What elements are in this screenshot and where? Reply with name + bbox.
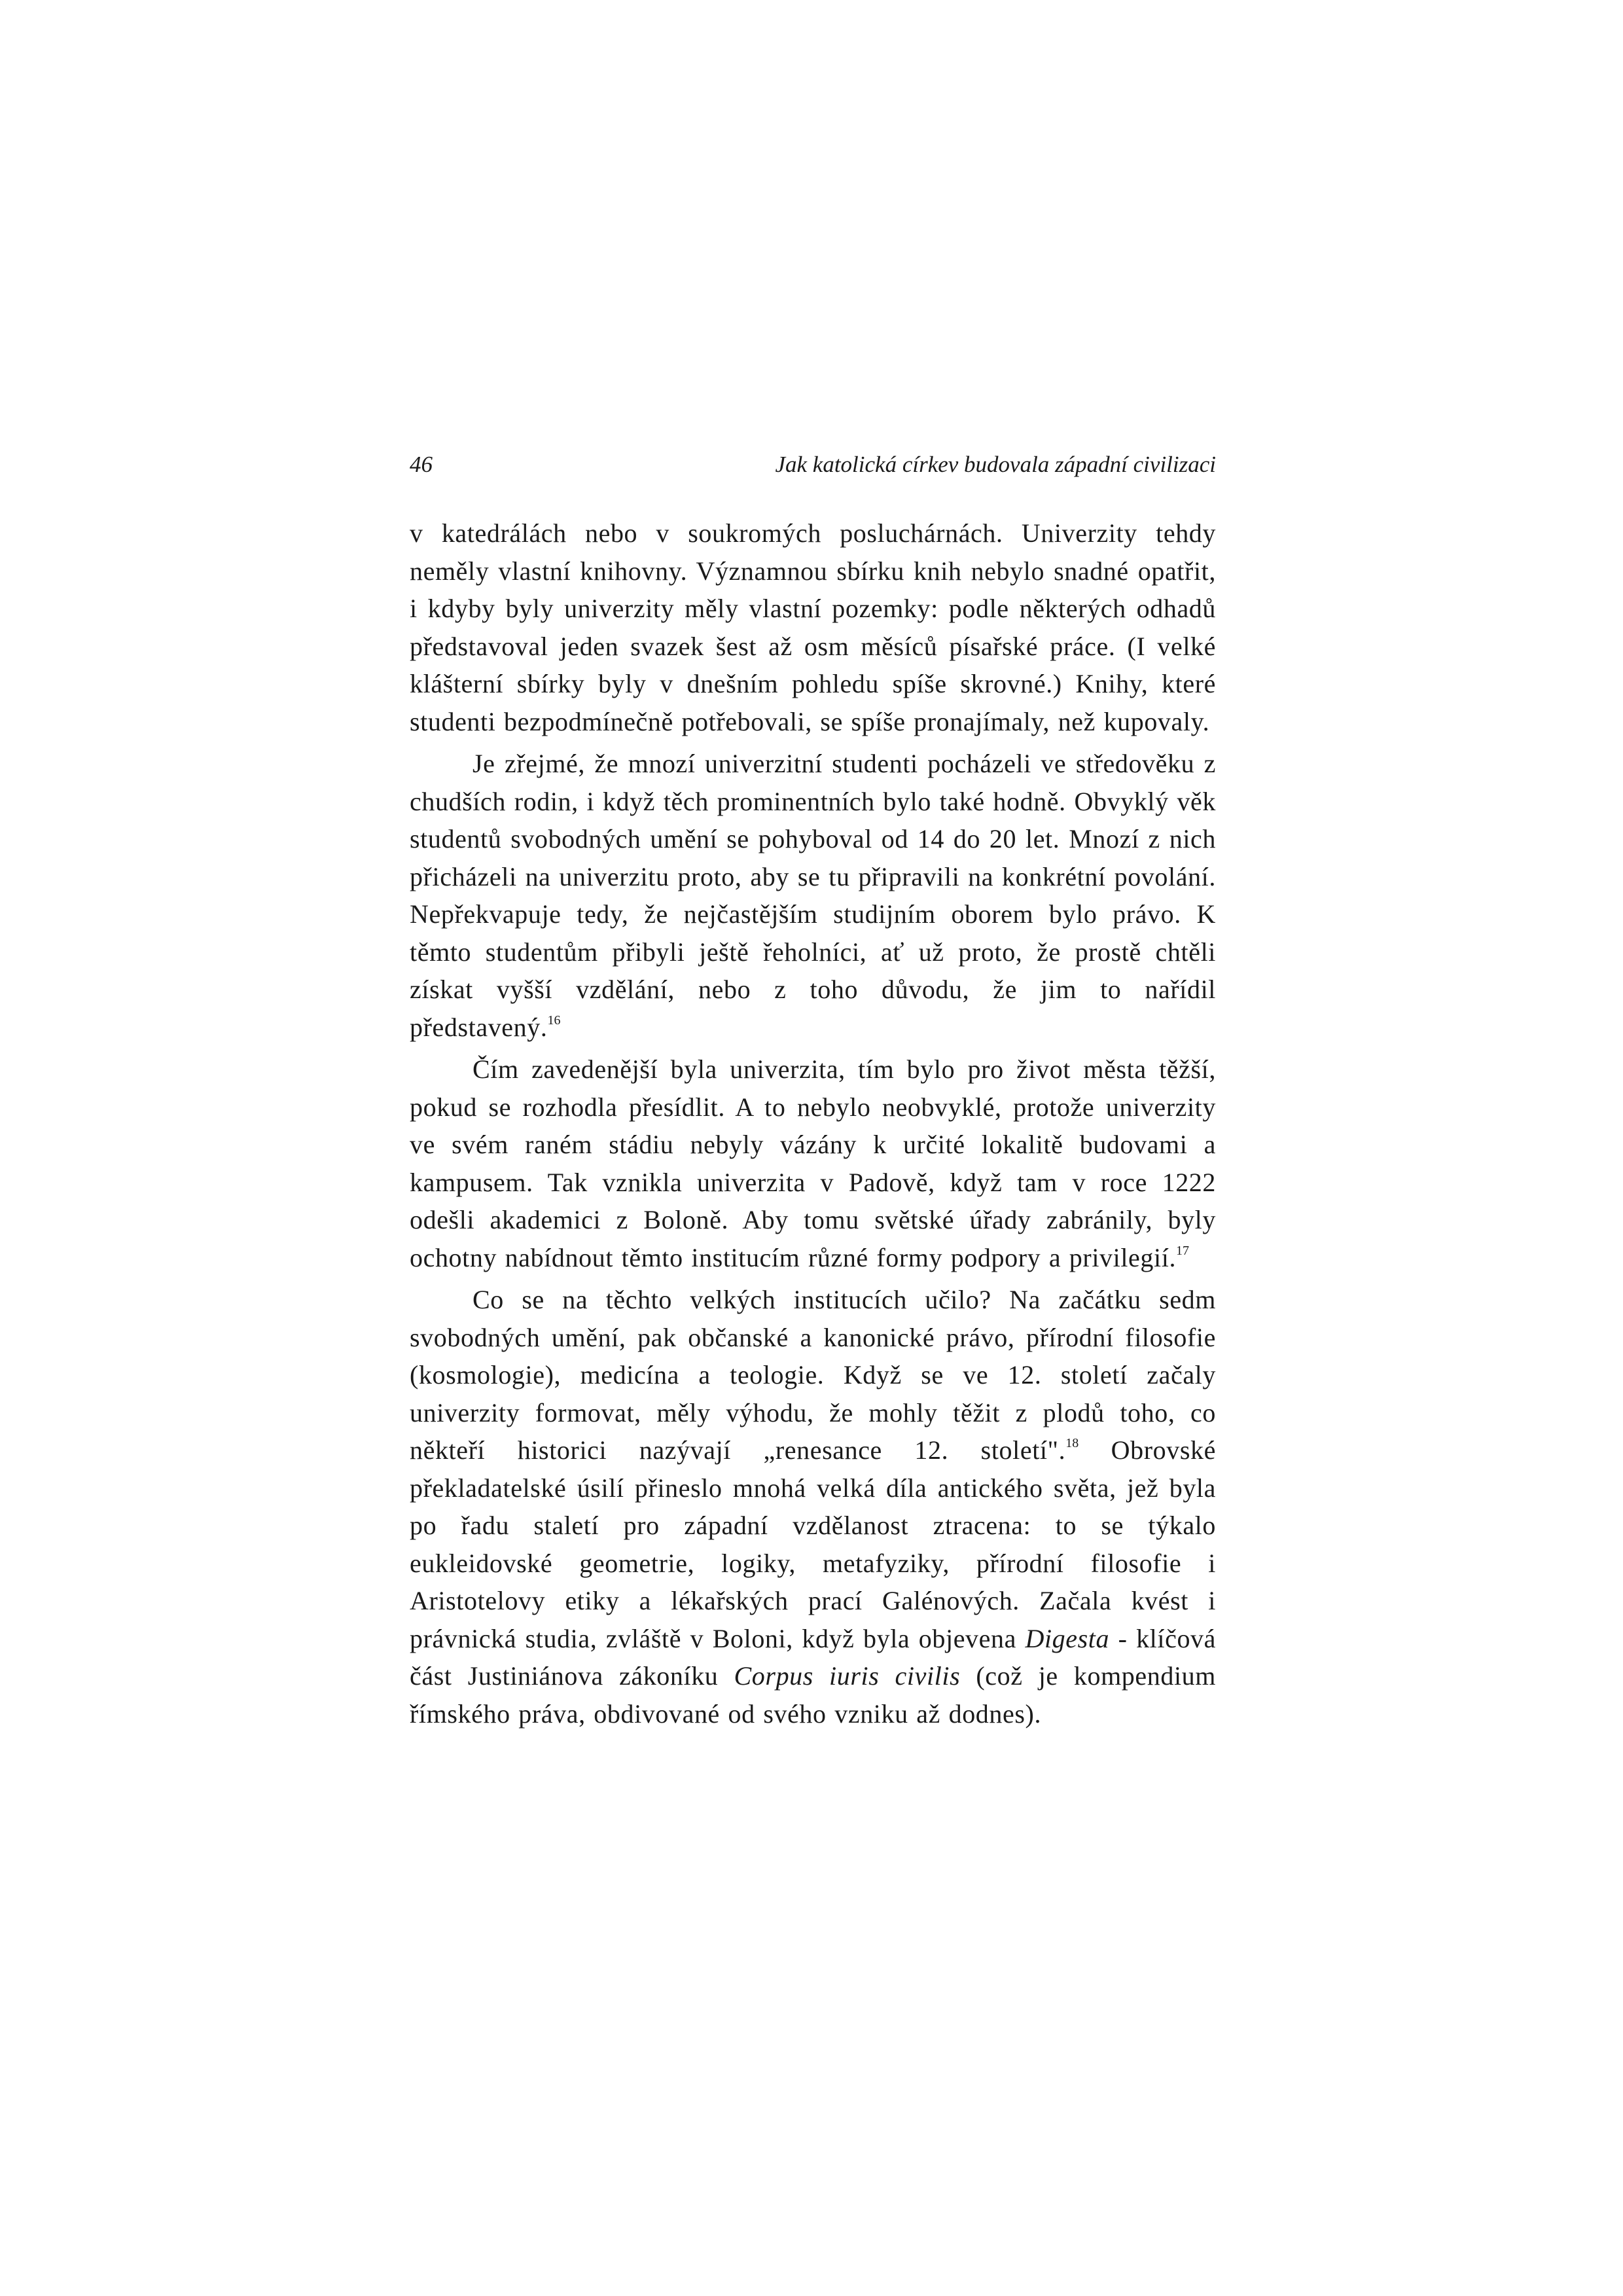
paragraph-1 xyxy=(410,514,1216,740)
footnote-ref-16: 16 xyxy=(547,1013,561,1028)
paragraph-2-text: Je zřejmé, že mnozí univerzitní studenti pocházeli ve středověku z chudších rodin, i když těch prominentních bylo také hodně. Obvyklý věk studentů svobodných umění se pohyboval od 14 do 20 let. Mnozí z nich přicházeli na univerzitu proto, aby se tu připravili na konkrétní povolání. Nepřekvapuje tedy, že nejčastějším studijním oborem bylo právo. K těmto studentům přibyli ještě řeholníci, ať už proto, že prostě chtěli získat vyšší vzdělání, nebo z toho důvodu, že jim to nařídil představený. xyxy=(410,749,1216,1042)
italic-digesta: Digesta xyxy=(1025,1623,1110,1653)
page-number: 46 xyxy=(410,452,433,477)
footnote-ref-17: 17 xyxy=(1176,1243,1190,1258)
running-title: Jak katolická církev budovala západní civilizaci xyxy=(775,452,1216,477)
paragraph-3-text: Čím zavedenější byla univerzita, tím bylo pro život města těžší, pokud se rozhodla přesídlit. A to nebylo neobvyklé, protože univerzity ve svém raném stádiu nebyly vázány k určité lokalitě budovami a kampusem. Tak vznikla univerzita v Padově, když tam v roce 1222 odešli akademici z Boloně. Aby tomu světské úřady zabránily, byly ochotny nabídnout těmto institucím různé formy podpory a privilegií. xyxy=(410,1054,1216,1272)
paragraph-4 xyxy=(410,1281,1216,1732)
paragraph-4-text-d: (což je kompendium římského práva, obdivované od svého vzniku až dodnes). xyxy=(410,1661,1216,1729)
running-header xyxy=(410,452,1216,478)
paragraph-3 xyxy=(410,1050,1216,1276)
italic-corpus-iuris-civilis: Corpus iuris civilis xyxy=(734,1661,961,1691)
paragraph-4-text-b: Obrovské překladatelské úsilí přineslo mnohá velká díla antického světa, jež byla po řadu staletí pro západní vzdělanost ztracena: to se týkalo eukleidovské geometrie, logiky, metafyziky, přírodní filosofie i Aristotelovy etiky a lékařských prací Galénových. Začala kvést i právnická studia, zvláště v Boloni, když byla objevena xyxy=(410,1435,1217,1653)
paragraph-1-text: v katedrálách nebo v soukromých posluchárnách. Univerzity tehdy neměly vlastní knihovny. Významnou sbírku knih nebylo snadné opatřit, i kdyby byly univerzity měly vlastní pozemky: podle některých odhadů představoval jeden svazek šest až osm měsíců písařské práce. (I velké klášterní sbírky byly v dnešním pohledu spíše skrovné.) Knihy, které studenti bezpodmínečně potřebovali, se spíše pronajímaly, než kupovaly. xyxy=(410,518,1216,736)
book-page xyxy=(410,452,1216,1732)
footnote-ref-18: 18 xyxy=(1065,1436,1079,1450)
body-text xyxy=(410,514,1216,1732)
paragraph-4-text-c: - klíčová část Justiniánova zákoníku xyxy=(410,1623,1216,1691)
paragraph-2 xyxy=(410,745,1216,1046)
paragraph-4-text-a: Co se na těchto velkých institucích učilo? Na začátku sedm svobodných umění, pak občanské a kanonické právo, přírodní filosofie (kosmologie), medicína a teologie. Když se ve 12. století začaly univerzity formovat, měly výhodu, že mohly těžit z plodů toho, co někteří historici nazývají „renesance 12. století". xyxy=(410,1285,1216,1465)
